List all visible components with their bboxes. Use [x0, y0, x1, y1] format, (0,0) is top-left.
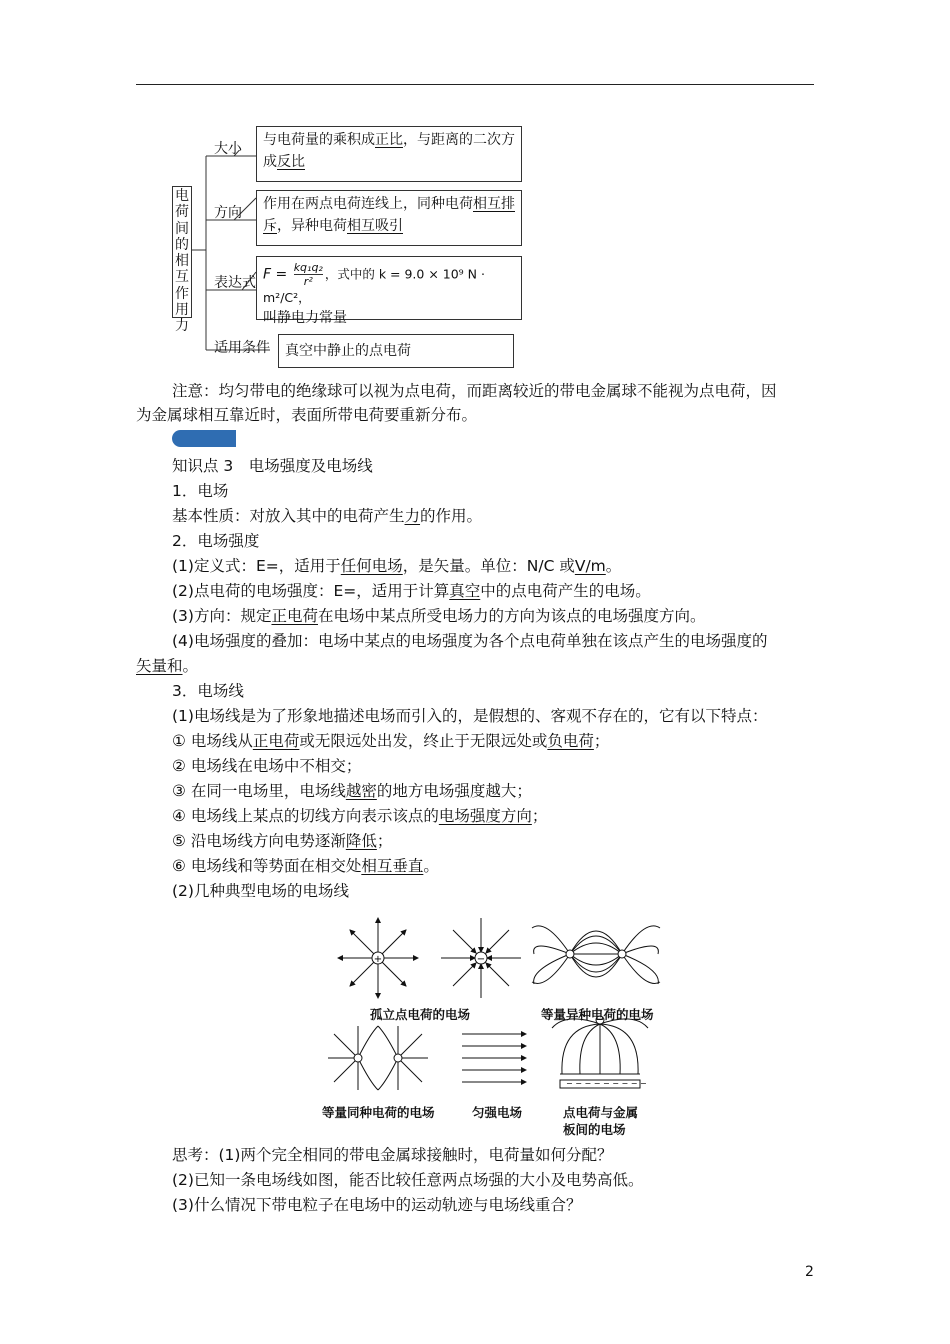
s3-item-1: (1)电场线是为了形象地描述电场而引入的，是假想的、客观不存在的，它有以下特点：	[172, 707, 768, 725]
think-q3: (3)什么情况下带电粒子在电场中的运动轨迹与电场线重合？	[172, 1196, 582, 1214]
s1-title: 1．电场	[172, 482, 229, 500]
feature-3: ③ 在同一电场里，电场线越密的地方电场强度越大；	[172, 782, 532, 800]
feature-2: ② 电场线在电场中不相交；	[172, 757, 362, 775]
header-rule	[136, 84, 814, 85]
feature-5: ⑤ 沿电场线方向电势逐渐降低；	[172, 832, 393, 850]
branch-box-conditions: 真空中静止的点电荷	[278, 334, 514, 368]
branch-label-magnitude: 大小	[214, 141, 242, 157]
s2-item-4: (4)电场强度的叠加：电场中某点的电场强度为各个点电荷单独在该点产生的电场强度的	[172, 632, 768, 650]
minus-sign: −	[476, 954, 486, 965]
dipole-field	[532, 926, 660, 984]
s2-item-2: (2)点电荷的电场强度：E=，适用于计算真空中的点电荷产生的电场。	[172, 582, 651, 600]
section-marker	[172, 430, 236, 447]
caption-uniform: 匀强电场	[472, 1105, 523, 1120]
s1-body: 基本性质：对放入其中的电荷产生力的作用。	[172, 507, 483, 525]
feature-4: ④ 电场线上某点的切线方向表示该点的电场强度方向；	[172, 807, 548, 825]
note-line-1: 注意：均匀带电的绝缘球可以视为点电荷，而距离较近的带电金属球不能视为点电荷，因	[172, 382, 777, 400]
s2-title: 2．电场强度	[172, 532, 260, 550]
note-line-2: 为金属球相互靠近时，表面所带电荷要重新分布。	[136, 406, 478, 424]
s2-item-4-cont: 矢量和。	[136, 657, 199, 675]
charge-plate-field	[552, 1016, 648, 1088]
feature-1: ① 电场线从正电荷或无限远处出发，终止于无限远处或负电荷；	[172, 732, 610, 750]
plus-sign: +	[373, 954, 383, 965]
like-charges-field	[328, 1026, 428, 1090]
uniform-field	[462, 1034, 526, 1082]
caption-plate-2: 板间的电场	[563, 1122, 626, 1137]
branch-label-expression: 表达式	[214, 275, 256, 291]
branch-label-conditions: 适用条件	[214, 340, 270, 356]
caption-plate-1: 点电荷与金属	[563, 1105, 639, 1120]
caption-isolated: 孤立点电荷的电场	[370, 1007, 471, 1022]
caption-opposite: 等量异种电荷的电场	[541, 1007, 654, 1022]
branch-box-magnitude: 与电荷量的乘积成正比，与距离的二次方 成反比	[256, 126, 522, 182]
branch-label-direction: 方向	[214, 205, 242, 221]
think-q2: (2)已知一条电场线如图，能否比较任意两点场强的大小及电势高低。	[172, 1171, 644, 1189]
s2-item-1: (1)定义式：E=，适用于任何电场，是矢量。单位：N/C 或V/m。	[172, 557, 622, 575]
branch-box-expression: F = $\frac{\text{kq₁q₂}}{\text{r²}}$ ，式中的 k = 9.0 × 10⁹ N · m²/C²， 叫静电力常量	[256, 256, 522, 320]
branch-box-direction: 作用在两点电荷连线上，同种电荷相互排 斥，异种电荷相互吸引	[256, 190, 522, 246]
page-number: 2	[805, 1264, 814, 1280]
s3-title: 3．电场线	[172, 682, 244, 700]
s2-item-3: (3)方向：规定正电荷在电场中某点所受电场力的方向为该点的电场强度方向。	[172, 607, 706, 625]
kp3-title: 知识点 3 电场强度及电场线	[172, 457, 373, 475]
caption-like: 等量同种电荷的电场	[322, 1105, 435, 1120]
s3-item-2: (2)几种典型电场的电场线	[172, 882, 349, 900]
plate-minus-signs: − − − − − − − − −	[566, 1079, 647, 1088]
concept-map-root: 电 荷 间 的 相 互 作 用 力	[172, 186, 192, 318]
think-q1: 思考：(1)两个完全相同的带电金属球接触时，电荷量如何分配？	[172, 1146, 613, 1164]
feature-6: ⑥ 电场线和等势面在相交处相互垂直。	[172, 857, 439, 875]
